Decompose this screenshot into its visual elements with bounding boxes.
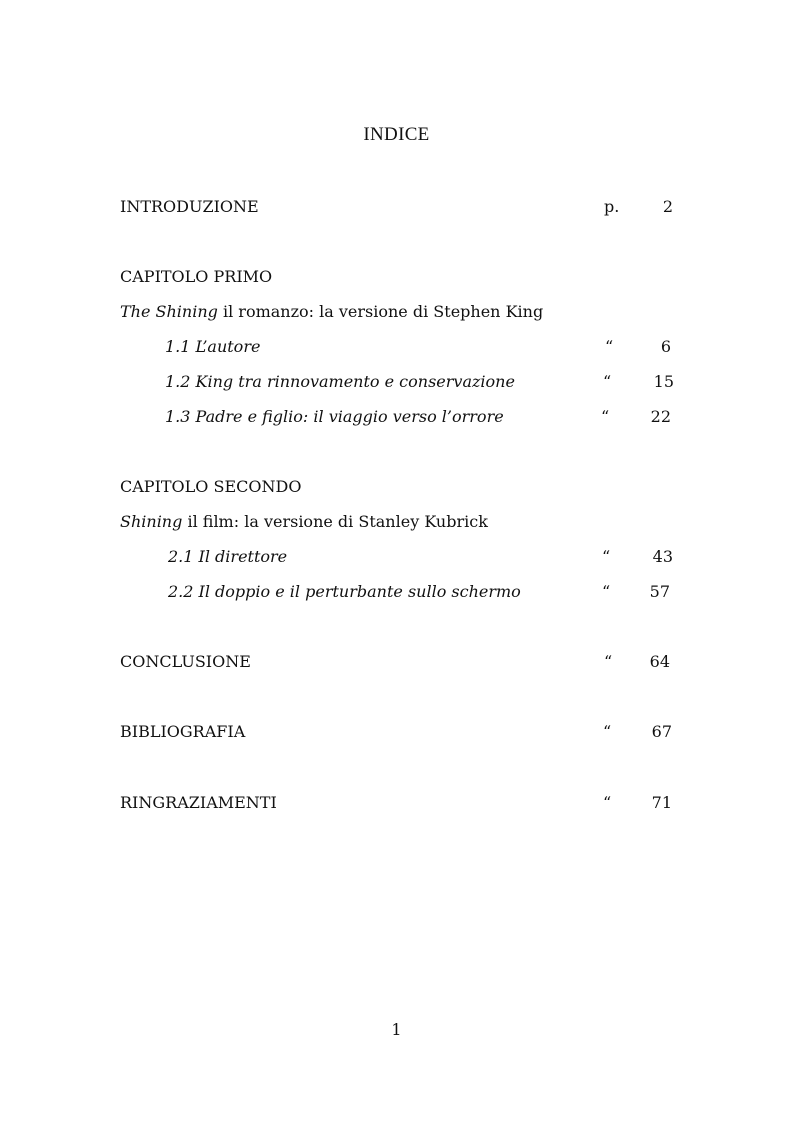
chapter-subtitle bbox=[120, 512, 488, 532]
section-label: 1.3 Padre e figlio: il viaggio verso l’orrore bbox=[165, 407, 504, 426]
page-number: 67 bbox=[651, 722, 672, 741]
ditto-marker: “ bbox=[603, 793, 612, 812]
page-number: 22 bbox=[650, 407, 671, 426]
page-number: 71 bbox=[651, 793, 672, 812]
ditto-marker: “ bbox=[603, 722, 612, 741]
page-number: 15 bbox=[653, 372, 674, 391]
page-marker: p. bbox=[604, 197, 620, 216]
page-number: 64 bbox=[649, 652, 670, 671]
footer-page-number: 1 bbox=[391, 1020, 402, 1039]
page-number: 57 bbox=[649, 582, 670, 601]
ditto-marker: “ bbox=[602, 582, 611, 601]
chapter-heading: CAPITOLO PRIMO bbox=[120, 267, 273, 286]
toc-label: CONCLUSIONE bbox=[120, 652, 251, 671]
ditto-marker: “ bbox=[604, 652, 613, 671]
chapter-subtitle-rest: il film: la versione di Stanley Kubrick bbox=[182, 512, 488, 531]
page-number: 43 bbox=[652, 547, 673, 566]
section-label: 2.1 Il direttore bbox=[168, 547, 288, 566]
chapter-subtitle bbox=[120, 302, 543, 322]
ditto-marker: “ bbox=[605, 337, 614, 356]
page-title: INDICE bbox=[363, 124, 430, 145]
page-number: 6 bbox=[660, 337, 671, 356]
chapter-subtitle-italic: Shining bbox=[120, 512, 183, 531]
toc-label: INTRODUZIONE bbox=[120, 197, 259, 216]
ditto-marker: “ bbox=[601, 407, 610, 426]
chapter-subtitle-italic: The Shining bbox=[120, 302, 218, 321]
section-label: 2.2 Il doppio e il perturbante sullo schermo bbox=[168, 582, 521, 601]
section-label: 1.1 L’autore bbox=[165, 337, 261, 356]
toc-label: BIBLIOGRAFIA bbox=[120, 722, 246, 741]
page-number: 2 bbox=[662, 197, 673, 216]
section-label: 1.2 King tra rinnovamento e conservazione bbox=[165, 372, 515, 391]
ditto-marker: “ bbox=[603, 372, 612, 391]
chapter-heading: CAPITOLO SECONDO bbox=[120, 477, 302, 496]
ditto-marker: “ bbox=[602, 547, 611, 566]
chapter-subtitle-rest: il romanzo: la versione di Stephen King bbox=[217, 302, 544, 321]
toc-label: RINGRAZIAMENTI bbox=[120, 793, 277, 812]
